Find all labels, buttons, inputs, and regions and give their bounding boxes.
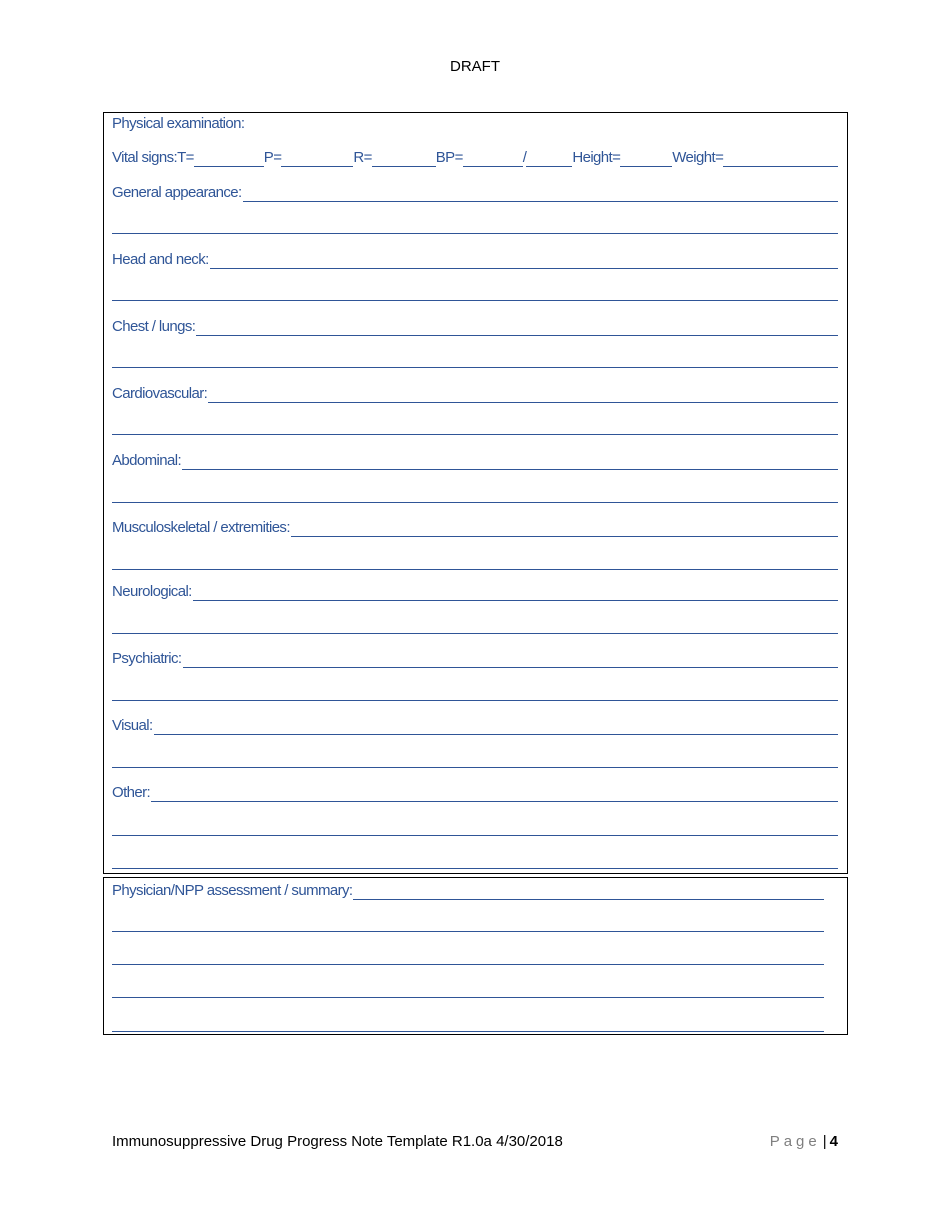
- section-label: Abdominal:: [112, 452, 182, 469]
- height-label: Height=: [572, 149, 621, 166]
- section-label: Visual:: [112, 717, 153, 734]
- section-row: [112, 247, 838, 269]
- resp-field[interactable]: [372, 149, 436, 167]
- continuation-line[interactable]: [112, 300, 838, 301]
- continuation-line[interactable]: [112, 367, 838, 368]
- assessment-input-line[interactable]: [353, 882, 824, 900]
- vital-signs-row: [112, 147, 838, 167]
- weight-field[interactable]: [723, 149, 838, 167]
- vital-signs-label: Vital signs:: [112, 149, 178, 166]
- section-row: [112, 381, 838, 403]
- section-row: [112, 515, 838, 537]
- height-field[interactable]: [620, 149, 672, 167]
- continuation-line[interactable]: [112, 868, 838, 869]
- section-label: Head and neck:: [112, 251, 209, 268]
- pulse-label: P=: [263, 149, 282, 166]
- exam-title: Physical examination:: [112, 115, 245, 132]
- page-number: 4: [829, 1133, 838, 1150]
- section-row: [112, 646, 838, 668]
- continuation-line[interactable]: [112, 964, 824, 965]
- page-separator: |: [822, 1133, 827, 1150]
- continuation-line[interactable]: [112, 434, 838, 435]
- physical-exam-box: [103, 112, 848, 874]
- bp-label: BP=: [435, 149, 463, 166]
- section-label: General appearance:: [112, 184, 242, 201]
- section-input-line[interactable]: [193, 583, 838, 601]
- continuation-line[interactable]: [112, 233, 838, 234]
- section-label: Neurological:: [112, 583, 192, 600]
- section-input-line[interactable]: [291, 519, 838, 537]
- assessment-row: [112, 878, 824, 900]
- section-row: [112, 579, 838, 601]
- section-label: Other:: [112, 784, 151, 801]
- section-input-line[interactable]: [196, 318, 838, 336]
- temp-field[interactable]: [194, 149, 264, 167]
- section-label: Cardiovascular:: [112, 385, 208, 402]
- section-input-line[interactable]: [243, 184, 838, 202]
- draft-header: DRAFT: [450, 58, 500, 75]
- continuation-line[interactable]: [112, 1031, 824, 1032]
- section-row: [112, 314, 838, 336]
- section-label: Psychiatric:: [112, 650, 182, 667]
- section-row: [112, 180, 838, 202]
- section-input-line[interactable]: [183, 650, 839, 668]
- assessment-box: [103, 877, 848, 1035]
- section-input-line[interactable]: [210, 251, 838, 269]
- footer-document-title: Immunosuppressive Drug Progress Note Template R1.0a 4/30/2018: [112, 1133, 563, 1150]
- continuation-line[interactable]: [112, 569, 838, 570]
- page-word: Page: [769, 1133, 821, 1150]
- continuation-line[interactable]: [112, 835, 838, 836]
- footer-page-indicator: [770, 1133, 838, 1150]
- section-input-line[interactable]: [151, 784, 838, 802]
- continuation-line[interactable]: [112, 502, 838, 503]
- continuation-line[interactable]: [112, 931, 824, 932]
- bp-slash: /: [522, 149, 527, 166]
- continuation-line[interactable]: [112, 997, 824, 998]
- continuation-line[interactable]: [112, 700, 838, 701]
- weight-label: Weight=: [672, 149, 724, 166]
- continuation-line[interactable]: [112, 767, 838, 768]
- resp-label: R=: [353, 149, 372, 166]
- section-label: Musculoskeletal / extremities:: [112, 519, 290, 536]
- bp-systolic-field[interactable]: [463, 149, 523, 167]
- assessment-label: Physician/NPP assessment / summary:: [112, 882, 353, 899]
- bp-diastolic-field[interactable]: [526, 149, 572, 167]
- pulse-field[interactable]: [281, 149, 353, 167]
- section-row: [112, 780, 838, 802]
- continuation-line[interactable]: [112, 633, 838, 634]
- section-row: [112, 448, 838, 470]
- temp-label: T=: [177, 149, 194, 166]
- section-input-line[interactable]: [208, 385, 838, 403]
- section-input-line[interactable]: [182, 452, 838, 470]
- section-label: Chest / lungs:: [112, 318, 196, 335]
- section-input-line[interactable]: [154, 717, 838, 735]
- section-row: [112, 713, 838, 735]
